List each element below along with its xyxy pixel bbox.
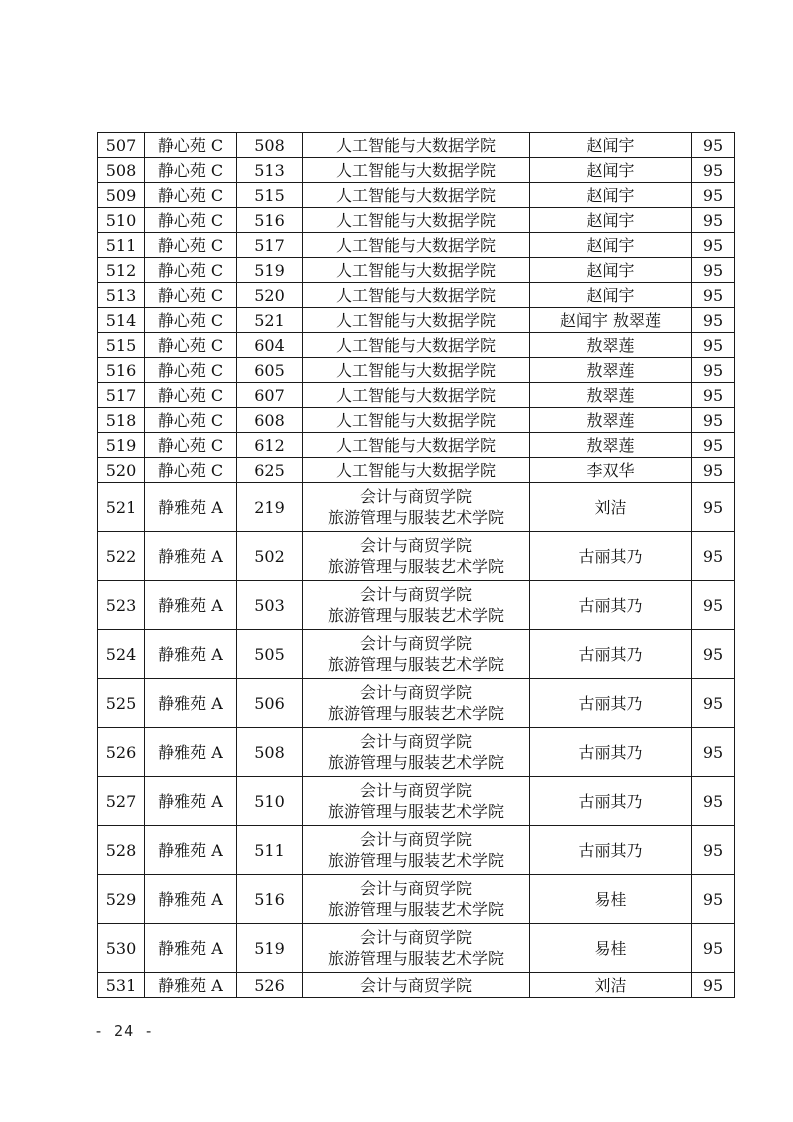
college-name: 旅游管理与服装艺术学院 — [327, 851, 504, 870]
building-cell: 静雅苑 A — [145, 679, 237, 728]
college-cell — [303, 283, 530, 308]
counselor-cell: 古丽其乃 — [530, 679, 692, 728]
building-cell: 静心苑 C — [145, 158, 237, 183]
score-cell: 95 — [692, 283, 735, 308]
counselor-cell: 敖翠莲 — [530, 358, 692, 383]
counselor-cell: 赵闻宇 — [530, 208, 692, 233]
row-number-cell: 520 — [98, 458, 145, 483]
college-name: 旅游管理与服装艺术学院 — [327, 900, 504, 919]
college-cell — [303, 458, 530, 483]
counselor-cell: 李双华 — [530, 458, 692, 483]
page-number: - 24 - — [94, 1022, 155, 1040]
counselor-cell: 赵闻宇 — [530, 158, 692, 183]
table-row — [98, 458, 735, 483]
counselor-cell: 赵闻宇 — [530, 283, 692, 308]
counselor-cell: 易桂 — [530, 924, 692, 973]
room-cell: 625 — [237, 458, 303, 483]
college-name: 会计与商贸学院 — [359, 683, 472, 702]
college-name: 会计与商贸学院 — [359, 830, 472, 849]
room-cell: 506 — [237, 679, 303, 728]
score-cell: 95 — [692, 333, 735, 358]
counselor-cell: 古丽其乃 — [530, 581, 692, 630]
table-row — [98, 383, 735, 408]
counselor-cell: 赵闻宇 — [530, 133, 692, 158]
table-row — [98, 630, 735, 679]
row-number-cell: 513 — [98, 283, 145, 308]
building-cell: 静心苑 C — [145, 433, 237, 458]
table-row — [98, 532, 735, 581]
college-name: 旅游管理与服装艺术学院 — [327, 802, 504, 821]
table-row — [98, 283, 735, 308]
college-name: 人工智能与大数据学院 — [335, 260, 496, 280]
room-cell: 505 — [237, 630, 303, 679]
building-cell: 静心苑 C — [145, 183, 237, 208]
row-number-cell: 524 — [98, 630, 145, 679]
score-cell: 95 — [692, 630, 735, 679]
row-number-cell: 508 — [98, 158, 145, 183]
room-cell: 219 — [237, 483, 303, 532]
counselor-cell: 刘洁 — [530, 973, 692, 998]
building-cell: 静心苑 C — [145, 258, 237, 283]
score-cell: 95 — [692, 728, 735, 777]
college-name: 会计与商贸学院 — [359, 634, 472, 653]
building-cell: 静雅苑 A — [145, 581, 237, 630]
college-name: 旅游管理与服装艺术学院 — [327, 508, 504, 527]
row-number-cell: 514 — [98, 308, 145, 333]
college-name: 会计与商贸学院 — [359, 732, 472, 751]
college-cell — [303, 158, 530, 183]
college-cell — [303, 258, 530, 283]
building-cell: 静心苑 C — [145, 408, 237, 433]
college-name: 人工智能与大数据学院 — [335, 385, 496, 405]
college-name: 人工智能与大数据学院 — [335, 185, 496, 205]
counselor-cell: 赵闻宇 — [530, 233, 692, 258]
college-cell — [303, 532, 530, 581]
score-cell: 95 — [692, 581, 735, 630]
counselor-cell: 赵闻宇 — [530, 258, 692, 283]
college-cell — [303, 924, 530, 973]
table-row — [98, 308, 735, 333]
table-row — [98, 133, 735, 158]
building-cell: 静心苑 C — [145, 208, 237, 233]
table-row — [98, 233, 735, 258]
counselor-cell: 敖翠莲 — [530, 408, 692, 433]
college-name: 旅游管理与服装艺术学院 — [327, 704, 504, 723]
college-name: 人工智能与大数据学院 — [335, 135, 496, 155]
building-cell: 静雅苑 A — [145, 924, 237, 973]
room-cell: 515 — [237, 183, 303, 208]
table-row — [98, 728, 735, 777]
score-cell: 95 — [692, 158, 735, 183]
college-name: 旅游管理与服装艺术学院 — [327, 655, 504, 674]
score-cell: 95 — [692, 924, 735, 973]
room-cell: 519 — [237, 924, 303, 973]
college-cell — [303, 358, 530, 383]
score-cell: 95 — [692, 483, 735, 532]
room-cell: 511 — [237, 826, 303, 875]
score-cell: 95 — [692, 458, 735, 483]
room-cell: 605 — [237, 358, 303, 383]
college-name: 人工智能与大数据学院 — [335, 210, 496, 230]
building-cell: 静雅苑 A — [145, 630, 237, 679]
row-number-cell: 527 — [98, 777, 145, 826]
counselor-cell: 敖翠莲 — [530, 333, 692, 358]
college-name: 人工智能与大数据学院 — [335, 435, 496, 455]
counselor-cell: 古丽其乃 — [530, 532, 692, 581]
row-number-cell: 528 — [98, 826, 145, 875]
college-name: 会计与商贸学院 — [359, 536, 472, 555]
room-cell: 521 — [237, 308, 303, 333]
building-cell: 静雅苑 A — [145, 728, 237, 777]
building-cell: 静心苑 C — [145, 333, 237, 358]
college-cell — [303, 875, 530, 924]
building-cell: 静雅苑 A — [145, 826, 237, 875]
building-cell: 静心苑 C — [145, 383, 237, 408]
table-body — [98, 133, 735, 998]
table-row — [98, 258, 735, 283]
counselor-cell: 赵闻宇 — [530, 183, 692, 208]
counselor-cell: 古丽其乃 — [530, 630, 692, 679]
score-cell: 95 — [692, 875, 735, 924]
college-name: 会计与商贸学院 — [359, 585, 472, 604]
table-row — [98, 483, 735, 532]
row-number-cell: 507 — [98, 133, 145, 158]
score-cell: 95 — [692, 233, 735, 258]
building-cell: 静心苑 C — [145, 283, 237, 308]
college-name: 旅游管理与服装艺术学院 — [327, 753, 504, 772]
score-cell: 95 — [692, 383, 735, 408]
college-name: 旅游管理与服装艺术学院 — [327, 557, 504, 576]
college-cell — [303, 208, 530, 233]
score-cell: 95 — [692, 408, 735, 433]
score-cell: 95 — [692, 133, 735, 158]
table-row — [98, 408, 735, 433]
row-number-cell: 515 — [98, 333, 145, 358]
row-number-cell: 525 — [98, 679, 145, 728]
table-row — [98, 581, 735, 630]
college-cell — [303, 183, 530, 208]
counselor-cell: 易桂 — [530, 875, 692, 924]
score-cell: 95 — [692, 679, 735, 728]
row-number-cell: 530 — [98, 924, 145, 973]
college-cell — [303, 408, 530, 433]
row-number-cell: 516 — [98, 358, 145, 383]
building-cell: 静心苑 C — [145, 308, 237, 333]
college-name: 会计与商贸学院 — [359, 975, 472, 995]
college-cell — [303, 679, 530, 728]
counselor-cell: 古丽其乃 — [530, 777, 692, 826]
college-cell — [303, 383, 530, 408]
college-name: 会计与商贸学院 — [359, 781, 472, 800]
row-number-cell: 529 — [98, 875, 145, 924]
room-cell: 607 — [237, 383, 303, 408]
room-cell: 508 — [237, 133, 303, 158]
counselor-cell: 古丽其乃 — [530, 826, 692, 875]
row-number-cell: 522 — [98, 532, 145, 581]
row-number-cell: 521 — [98, 483, 145, 532]
college-name: 会计与商贸学院 — [359, 879, 472, 898]
room-cell: 612 — [237, 433, 303, 458]
room-cell: 516 — [237, 208, 303, 233]
college-cell — [303, 973, 530, 998]
counselor-cell: 敖翠莲 — [530, 433, 692, 458]
college-cell — [303, 630, 530, 679]
college-name: 旅游管理与服装艺术学院 — [327, 949, 504, 968]
college-name: 人工智能与大数据学院 — [335, 310, 496, 330]
room-cell: 503 — [237, 581, 303, 630]
table-row — [98, 208, 735, 233]
counselor-cell: 古丽其乃 — [530, 728, 692, 777]
building-cell: 静雅苑 A — [145, 483, 237, 532]
table-row — [98, 826, 735, 875]
counselor-cell: 赵闻宇 敖翠莲 — [530, 308, 692, 333]
row-number-cell: 512 — [98, 258, 145, 283]
row-number-cell: 531 — [98, 973, 145, 998]
row-number-cell: 523 — [98, 581, 145, 630]
college-name: 人工智能与大数据学院 — [335, 235, 496, 255]
score-cell: 95 — [692, 208, 735, 233]
room-cell: 510 — [237, 777, 303, 826]
building-cell: 静心苑 C — [145, 133, 237, 158]
room-cell: 513 — [237, 158, 303, 183]
dormitory-score-table — [97, 132, 735, 998]
table-row — [98, 679, 735, 728]
score-cell: 95 — [692, 308, 735, 333]
row-number-cell: 511 — [98, 233, 145, 258]
counselor-cell: 刘洁 — [530, 483, 692, 532]
score-cell: 95 — [692, 777, 735, 826]
college-name: 人工智能与大数据学院 — [335, 160, 496, 180]
table-row — [98, 433, 735, 458]
table-row — [98, 924, 735, 973]
college-name: 人工智能与大数据学院 — [335, 360, 496, 380]
table-row — [98, 158, 735, 183]
score-cell: 95 — [692, 258, 735, 283]
room-cell: 519 — [237, 258, 303, 283]
room-cell: 526 — [237, 973, 303, 998]
college-cell — [303, 308, 530, 333]
row-number-cell: 519 — [98, 433, 145, 458]
college-cell — [303, 777, 530, 826]
college-cell — [303, 333, 530, 358]
table-row — [98, 183, 735, 208]
college-cell — [303, 728, 530, 777]
room-cell: 508 — [237, 728, 303, 777]
college-cell — [303, 433, 530, 458]
room-cell: 516 — [237, 875, 303, 924]
room-cell: 517 — [237, 233, 303, 258]
room-cell: 502 — [237, 532, 303, 581]
score-cell: 95 — [692, 826, 735, 875]
college-cell — [303, 233, 530, 258]
college-name: 会计与商贸学院 — [359, 487, 472, 506]
college-cell — [303, 581, 530, 630]
college-name: 人工智能与大数据学院 — [335, 460, 496, 480]
building-cell: 静雅苑 A — [145, 532, 237, 581]
college-name: 人工智能与大数据学院 — [335, 285, 496, 305]
building-cell: 静心苑 C — [145, 358, 237, 383]
score-cell: 95 — [692, 358, 735, 383]
building-cell: 静雅苑 A — [145, 875, 237, 924]
score-cell: 95 — [692, 183, 735, 208]
college-cell — [303, 483, 530, 532]
building-cell: 静雅苑 A — [145, 973, 237, 998]
row-number-cell: 510 — [98, 208, 145, 233]
room-cell: 608 — [237, 408, 303, 433]
building-cell: 静心苑 C — [145, 458, 237, 483]
row-number-cell: 509 — [98, 183, 145, 208]
college-name: 旅游管理与服装艺术学院 — [327, 606, 504, 625]
building-cell: 静雅苑 A — [145, 777, 237, 826]
room-cell: 520 — [237, 283, 303, 308]
row-number-cell: 526 — [98, 728, 145, 777]
table-row — [98, 777, 735, 826]
row-number-cell: 518 — [98, 408, 145, 433]
table-row — [98, 973, 735, 998]
building-cell: 静心苑 C — [145, 233, 237, 258]
college-cell — [303, 133, 530, 158]
college-cell — [303, 826, 530, 875]
college-name: 人工智能与大数据学院 — [335, 335, 496, 355]
table-row — [98, 333, 735, 358]
table-row — [98, 358, 735, 383]
counselor-cell: 敖翠莲 — [530, 383, 692, 408]
score-cell: 95 — [692, 433, 735, 458]
score-cell: 95 — [692, 973, 735, 998]
score-cell: 95 — [692, 532, 735, 581]
row-number-cell: 517 — [98, 383, 145, 408]
room-cell: 604 — [237, 333, 303, 358]
college-name: 人工智能与大数据学院 — [335, 410, 496, 430]
table-row — [98, 875, 735, 924]
college-name: 会计与商贸学院 — [359, 928, 472, 947]
